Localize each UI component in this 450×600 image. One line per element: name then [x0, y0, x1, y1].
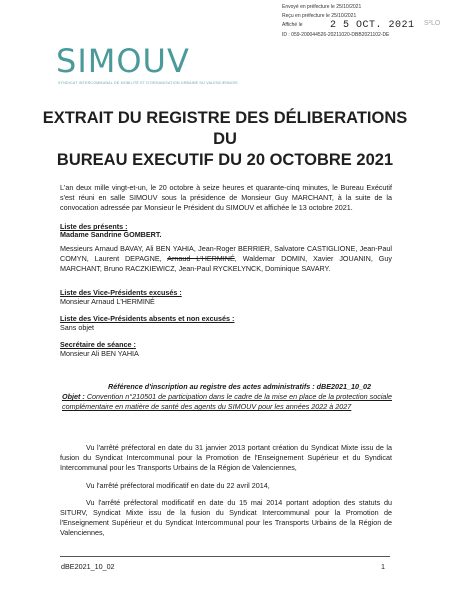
- objet-text: Convention n°210501 de participation dans le cadre de la mise en place de la protection sociale complémentaire en matière de santé des agents du SIMOUV pour les années 2022 à 2027: [62, 392, 393, 411]
- messieurs-struck-name: Arnaud L'HERMINÉ: [167, 254, 235, 263]
- presents-messieurs: [60, 244, 392, 274]
- absents-value: Sans objet: [60, 323, 94, 332]
- secretaire-label: Secrétaire de séance :: [60, 340, 136, 349]
- stamp-date: 2 5 OCT. 2021: [330, 20, 415, 31]
- excuses-value: Monsieur Arnaud L'HERMINÉ: [60, 297, 155, 306]
- vu-paragraph-1: Vu l'arrêté préfectoral en date du 31 janvier 2013 portant création du Syndicat Mixte issu de la fusion du Syndicat Intercommunal pour la Promotion de l'Enseignement Supérieur et du Syndicat Intercommunal pour les Transports Urbains de la Région de Valenciennes,: [60, 443, 392, 472]
- prefecture-stamp: [282, 4, 448, 64]
- title-line-1: EXTRAIT DU REGISTRE DES DÉLIBERATIONS DU: [42, 109, 408, 148]
- stamp-received-line: Reçu en préfecture le 25/10/2021: [282, 13, 357, 19]
- presents-madame: Madame Sandrine GOMBERT.: [60, 230, 162, 239]
- messieurs-list-part1: Messieurs Arnaud BAVAY, Ali BEN YAHIA, Jean-Roger BERRIER, Salvatore CASTIGLIONE, Jean-Paul COMYN, Laurent DEPAGNE,: [60, 244, 392, 263]
- objet-label: Objet :: [62, 392, 85, 401]
- excuses-label: Liste des Vice-Présidents excusés :: [60, 288, 182, 297]
- stamp-s2lo-mark: S²LO: [424, 20, 441, 27]
- logo-wordmark: SIMOUV: [56, 42, 190, 80]
- objet-block: [62, 392, 392, 412]
- logo-subtitle: SYNDICAT INTERCOMMUNAL DE MOBILITÉ ET D'ORGANISATION URBAINE DU VALENCIENNOIS: [58, 81, 238, 85]
- stamp-posted-label: Affiché le: [282, 22, 303, 28]
- page-number: 1: [381, 562, 385, 571]
- secretaire-value: Monsieur Ali BEN YAHIA: [60, 349, 139, 358]
- messieurs-list-part2: , Waldemar DOMIN, Xavier JOUANIN, Guy MARCHANT, Bruno RACZKIEWICZ, Jean-Paul RYCKELYNCK, Dominique SAVARY.: [60, 254, 392, 273]
- vu-paragraph-3: Vu l'arrêté préfectoral modificatif en date du 15 mai 2014 portant adoption des statuts du SITURV, Syndicat Mixte issu de la fusion du Syndicat Intercommunal pour la Promotion de l'Enseignement Supérieur et du Syndicat Intercommunal pour les Transports Urbains de la Région de Valenciennes,: [60, 498, 392, 537]
- footer-reference: dBE2021_10_02: [61, 562, 115, 571]
- absents-label: Liste des Vice-Présidents absents et non excusés :: [60, 314, 235, 323]
- title-line-2: BUREAU EXECUTIF DU 20 OCTOBRE 2021: [56, 151, 394, 169]
- stamp-id-line: ID : 059-200044526-20211020-DBB2021102-DE: [282, 32, 390, 38]
- page-title: [40, 108, 410, 171]
- registry-reference: Référence d'inscription au registre des actes administratifs : dBE2021_10_02: [108, 382, 371, 391]
- presents-label: Liste des présents :: [60, 222, 128, 231]
- vu-paragraph-2: Vu l'arrêté préfectoral modificatif en date du 22 avril 2014,: [86, 481, 270, 490]
- stamp-sent-line: Envoyé en préfecture le 25/10/2021: [282, 4, 362, 10]
- simouv-logo: [56, 42, 190, 82]
- footer-divider: [60, 556, 390, 557]
- intro-paragraph: L'an deux mille vingt-et-un, le 20 octobre à seize heures et quarante-cinq minutes, le Bureau Exécutif s'est réuni en salle SIMOUV sous la présidence de Monsieur Guy MARCHANT, à la suite de la convocation adressée par Monsieur le Président du SIMOUV et affichée le 13 octobre 2021.: [60, 183, 392, 212]
